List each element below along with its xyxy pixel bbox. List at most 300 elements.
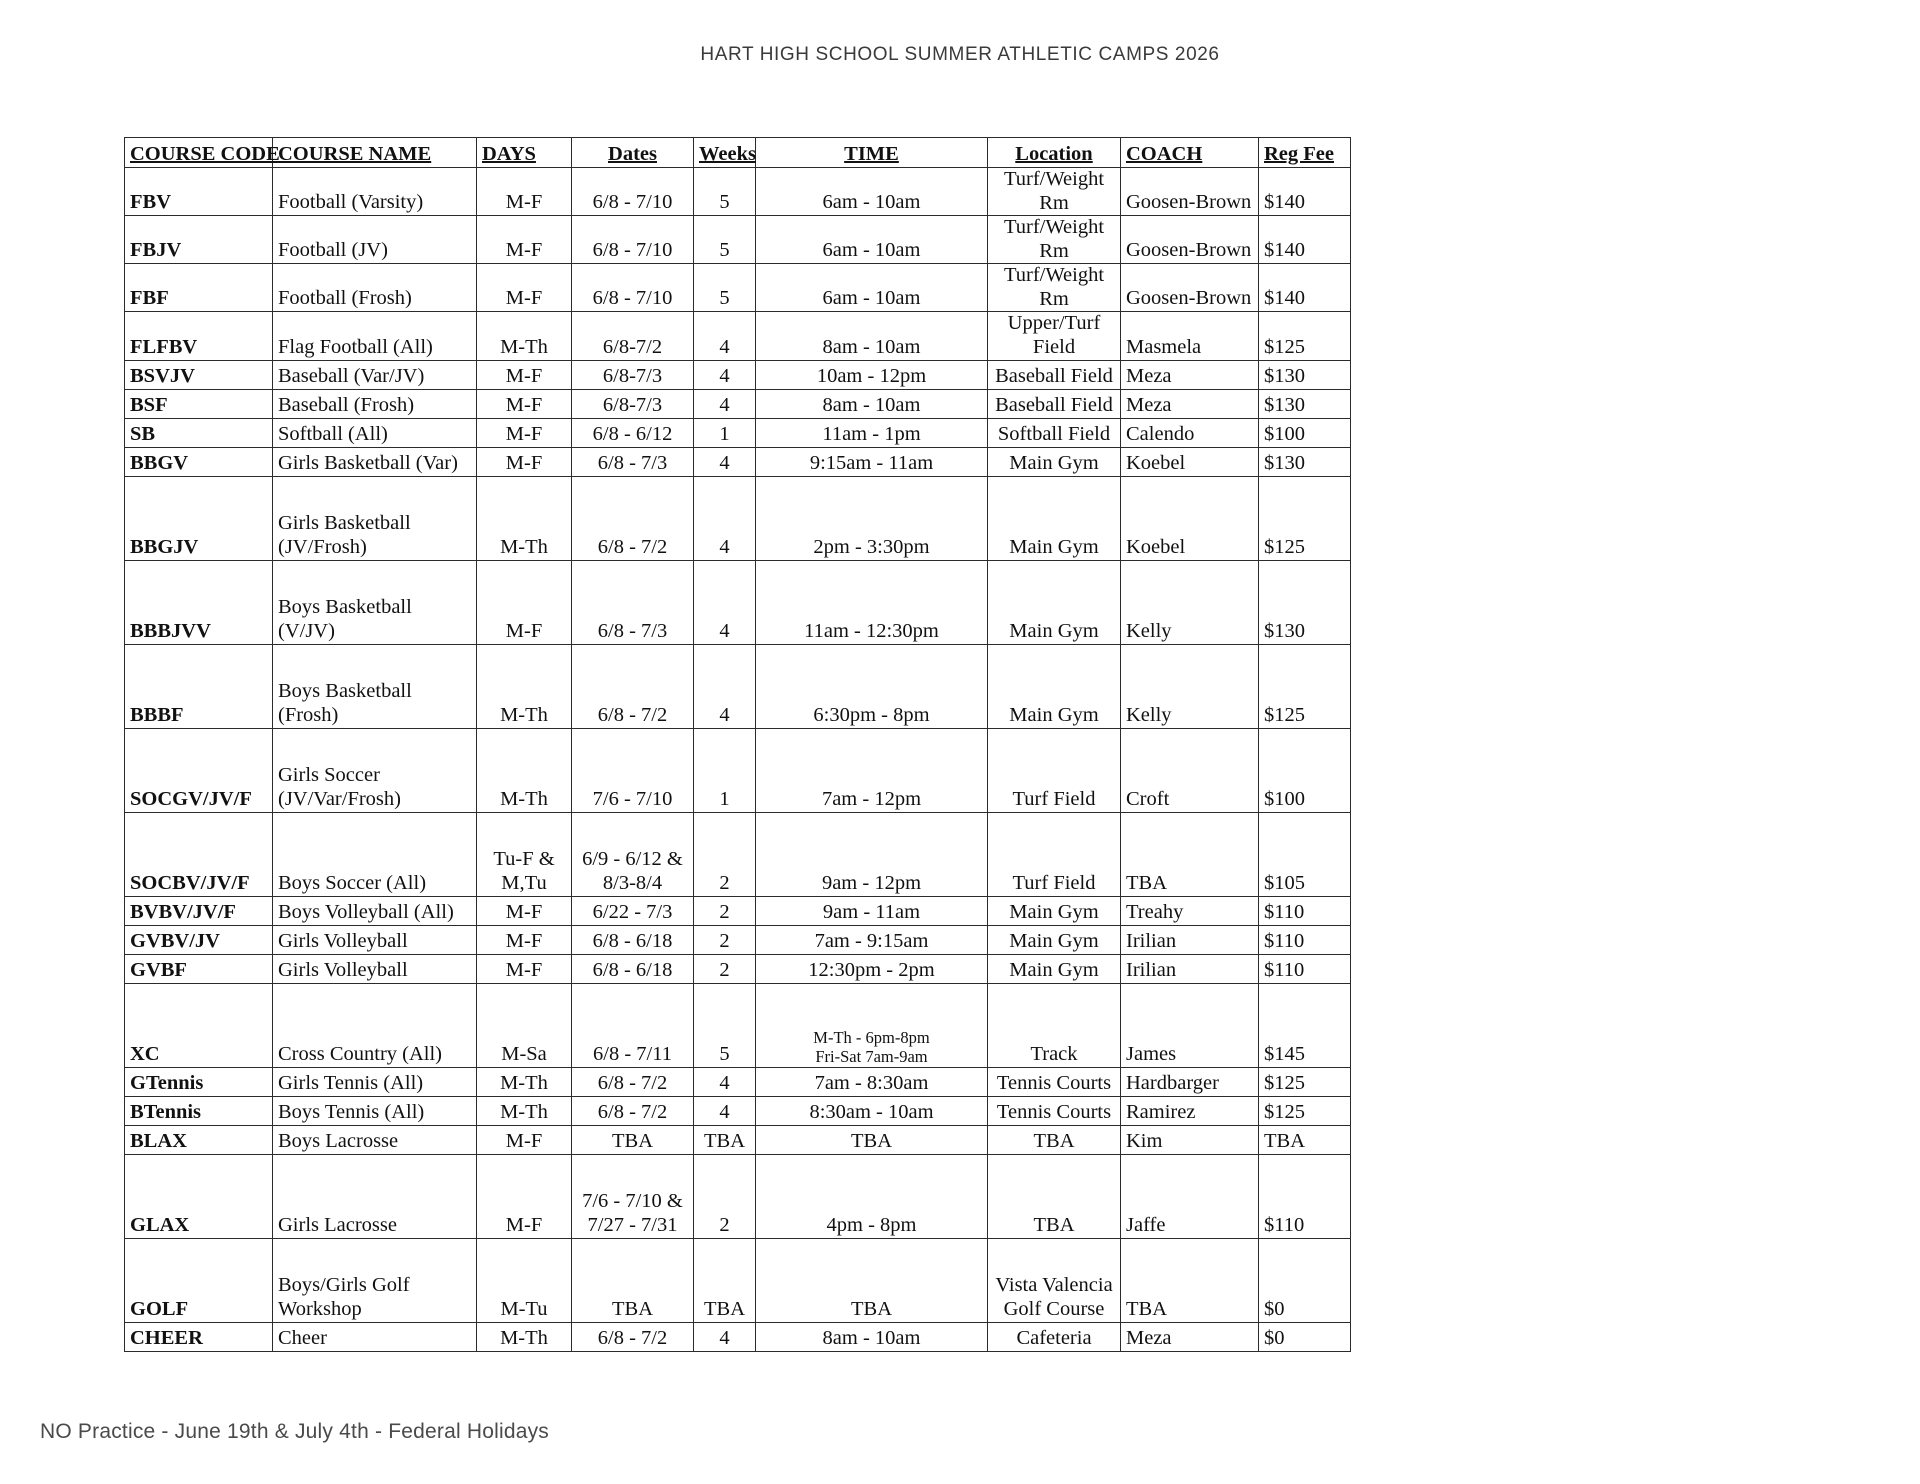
cell-line: M-Th: [500, 535, 548, 558]
cell-line: GOLF: [130, 1297, 189, 1320]
table-row: [125, 168, 1351, 216]
cell-line: M-Th - 6pm-8pm: [813, 1027, 930, 1047]
cell-line: M-Tu: [500, 1297, 548, 1320]
location-cell: [988, 1067, 1121, 1096]
weeks-cell: [694, 168, 756, 216]
cell-line: $125: [1264, 1071, 1305, 1094]
cell-line: 6:30pm - 8pm: [813, 703, 930, 726]
cell-line: M-F: [505, 958, 543, 981]
days-cell: [477, 1238, 572, 1322]
table-row: [125, 418, 1351, 447]
summer-camps-table: [124, 137, 1351, 1352]
cell-line: Tennis Courts: [996, 1071, 1112, 1094]
column-header-time: TIME: [756, 138, 988, 168]
reg-fee-cell: [1259, 1238, 1351, 1322]
weeks-cell: [694, 560, 756, 644]
cell-line: Goosen-Brown: [1126, 287, 1252, 310]
cell-line: Meza: [1126, 364, 1172, 387]
course-code-cell: [125, 896, 273, 925]
cell-line: 7/27 - 7/31: [587, 1213, 678, 1236]
time-cell: [756, 216, 988, 264]
days-cell: [477, 644, 572, 728]
cell-line: TBA: [851, 1129, 892, 1152]
weeks-cell: [694, 983, 756, 1067]
table-row: [125, 560, 1351, 644]
dates-cell: [572, 216, 694, 264]
weeks-cell: [694, 1067, 756, 1096]
cell-line: 8/3-8/4: [602, 871, 663, 894]
reg-fee-cell: [1259, 1067, 1351, 1096]
cell-line: Boys Lacrosse: [278, 1129, 399, 1152]
days-cell: [477, 476, 572, 560]
cell-line: Boys Volleyball (All): [278, 900, 454, 923]
coach-cell: [1121, 1154, 1259, 1238]
cell-line: Football (Varsity): [278, 191, 424, 214]
time-cell: [756, 925, 988, 954]
weeks-cell: [694, 925, 756, 954]
cell-line: 9:15am - 11am: [809, 451, 934, 474]
time-cell: [756, 312, 988, 360]
reg-fee-cell: [1259, 983, 1351, 1067]
cell-line: M-Th: [500, 1071, 548, 1094]
time-cell: [756, 360, 988, 389]
weeks-cell: [694, 264, 756, 312]
cell-line: Irilian: [1126, 958, 1177, 981]
cell-line: Tu-F &: [493, 847, 555, 870]
course-code-cell: [125, 728, 273, 812]
column-header-reg-fee: Reg Fee: [1259, 138, 1351, 168]
cell-line: $130: [1264, 451, 1305, 474]
cell-line: M-Th: [500, 1100, 548, 1123]
course-name-cell: [273, 389, 477, 418]
table-row: [125, 925, 1351, 954]
cell-line: $0: [1264, 1297, 1285, 1320]
dates-cell: [572, 1096, 694, 1125]
cell-line: Boys Soccer (All): [278, 871, 427, 894]
weeks-cell: [694, 447, 756, 476]
cell-line: $145: [1264, 1042, 1305, 1065]
cell-line: XC: [130, 1042, 160, 1065]
cell-line: James: [1126, 1042, 1177, 1065]
table-row: [125, 476, 1351, 560]
table-row: [125, 216, 1351, 264]
reg-fee-cell: [1259, 896, 1351, 925]
reg-fee-cell: [1259, 1154, 1351, 1238]
cell-line: TBA: [1033, 1213, 1075, 1236]
cell-line: M-F: [505, 1213, 543, 1236]
coach-cell: [1121, 728, 1259, 812]
cell-line: GVBF: [130, 958, 187, 981]
cell-line: (V/JV): [278, 619, 335, 642]
column-header-location: Location: [988, 138, 1121, 168]
course-name-cell: [273, 216, 477, 264]
cell-line: 4: [719, 1100, 730, 1123]
coach-cell: [1121, 812, 1259, 896]
course-name-cell: [273, 447, 477, 476]
cell-line: 2: [719, 900, 730, 923]
cell-line: BLAX: [130, 1129, 187, 1152]
page-title: HART HIGH SCHOOL SUMMER ATHLETIC CAMPS 2026: [700, 44, 1220, 65]
weeks-cell: [694, 476, 756, 560]
cell-line: $110: [1264, 1213, 1305, 1236]
cell-line: 1: [719, 787, 730, 810]
table-row: [125, 264, 1351, 312]
course-name-cell: [273, 560, 477, 644]
days-cell: [477, 216, 572, 264]
coach-cell: [1121, 925, 1259, 954]
days-cell: [477, 389, 572, 418]
cell-line: 2: [719, 1213, 730, 1236]
coach-cell: [1121, 1322, 1259, 1351]
dates-cell: [572, 560, 694, 644]
column-header-course-name: COURSE NAME: [273, 138, 477, 168]
location-cell: [988, 360, 1121, 389]
course-code-cell: [125, 264, 273, 312]
reg-fee-cell: [1259, 389, 1351, 418]
reg-fee-cell: [1259, 1322, 1351, 1351]
cell-line: TBA: [1033, 1129, 1075, 1152]
cell-line: 4: [719, 619, 730, 642]
coach-cell: [1121, 644, 1259, 728]
course-code-cell: [125, 1154, 273, 1238]
course-name-cell: [273, 1067, 477, 1096]
cell-line: Baseball (Var/JV): [278, 364, 425, 387]
cell-line: FBV: [130, 191, 171, 214]
time-cell: [756, 983, 988, 1067]
weeks-cell: [694, 1238, 756, 1322]
cell-line: Goosen-Brown: [1126, 191, 1252, 214]
cell-line: Fri-Sat 7am-9am: [815, 1047, 928, 1067]
cell-line: TBA: [704, 1129, 745, 1152]
cell-line: $125: [1264, 335, 1305, 358]
cell-line: TBA: [704, 1297, 745, 1320]
time-cell: [756, 728, 988, 812]
course-code-cell: [125, 389, 273, 418]
cell-line: GVBV/JV: [130, 929, 220, 952]
cell-line: 5: [719, 1042, 730, 1065]
cell-line: M-F: [505, 900, 543, 923]
dates-cell: [572, 983, 694, 1067]
dates-cell: [572, 896, 694, 925]
cell-line: $0: [1264, 1326, 1285, 1349]
weeks-cell: [694, 1125, 756, 1154]
reg-fee-cell: [1259, 728, 1351, 812]
course-name-cell: [273, 1238, 477, 1322]
column-header-coach: COACH: [1121, 138, 1259, 168]
cell-line: BBBF: [130, 703, 184, 726]
time-cell: [756, 264, 988, 312]
cell-line: 6/8 - 7/10: [592, 191, 673, 214]
cell-line: Meza: [1126, 1326, 1172, 1349]
reg-fee-cell: [1259, 418, 1351, 447]
cell-line: Girls Soccer: [278, 763, 380, 786]
weeks-cell: [694, 360, 756, 389]
cell-line: Girls Volleyball: [278, 929, 408, 952]
cell-line: $100: [1264, 787, 1305, 810]
table-row: [125, 1067, 1351, 1096]
cell-line: BBBJVV: [130, 619, 211, 642]
cell-line: (JV/Frosh): [278, 535, 367, 558]
cell-line: $125: [1264, 1100, 1305, 1123]
cell-line: FLFBV: [130, 335, 198, 358]
course-code-cell: [125, 1067, 273, 1096]
cell-line: BSF: [130, 393, 168, 416]
course-code-cell: [125, 560, 273, 644]
days-cell: [477, 1154, 572, 1238]
cell-line: M-F: [505, 287, 543, 310]
cell-line: 9am - 12pm: [821, 871, 922, 894]
cell-line: TBA: [1126, 871, 1167, 894]
cell-line: 12:30pm - 2pm: [808, 958, 935, 981]
time-cell: [756, 560, 988, 644]
cell-line: 6/22 - 7/3: [592, 900, 673, 923]
days-cell: [477, 360, 572, 389]
cell-line: 6/9 - 6/12 &: [582, 847, 683, 870]
time-cell: [756, 1096, 988, 1125]
cell-line: SOCGV/JV/F: [130, 787, 252, 810]
course-name-cell: [273, 1125, 477, 1154]
cell-line: M-F: [505, 1129, 543, 1152]
cell-line: 7/6 - 7/10 &: [582, 1189, 683, 1212]
cell-line: Softball Field: [997, 422, 1111, 445]
cell-line: Main Gym: [1009, 703, 1099, 726]
cell-line: Girls Basketball: [278, 511, 411, 534]
cell-line: 7/6 - 7/10: [592, 787, 673, 810]
cell-line: M-F: [505, 239, 543, 262]
course-name-cell: [273, 1154, 477, 1238]
cell-line: 4: [719, 393, 730, 416]
weeks-cell: [694, 644, 756, 728]
cell-line: 6/8 - 7/3: [597, 619, 668, 642]
days-cell: [477, 1096, 572, 1125]
days-cell: [477, 264, 572, 312]
cell-line: $125: [1264, 535, 1305, 558]
reg-fee-cell: [1259, 812, 1351, 896]
coach-cell: [1121, 1238, 1259, 1322]
cell-line: 6am - 10am: [822, 191, 921, 214]
cell-line: M-Th: [500, 787, 548, 810]
reg-fee-cell: [1259, 1125, 1351, 1154]
cell-line: (Frosh): [278, 703, 339, 726]
cell-line: Baseball Field: [995, 393, 1113, 416]
location-cell: [988, 954, 1121, 983]
cell-line: Cafeteria: [1016, 1326, 1092, 1349]
cell-line: BBGV: [130, 451, 189, 474]
cell-line: 4: [719, 335, 730, 358]
days-cell: [477, 812, 572, 896]
dates-cell: [572, 168, 694, 216]
cell-line: 2: [719, 958, 730, 981]
column-header-weeks: Weeks: [694, 138, 756, 168]
cell-line: Croft: [1126, 787, 1170, 810]
cell-line: $100: [1264, 422, 1305, 445]
location-cell: [988, 728, 1121, 812]
cell-line: Turf/Weight Rm: [1003, 264, 1105, 310]
reg-fee-cell: [1259, 644, 1351, 728]
table-row: [125, 1322, 1351, 1351]
course-code-cell: [125, 476, 273, 560]
cell-line: Koebel: [1126, 451, 1186, 474]
cell-line: BVBV/JV/F: [130, 900, 236, 923]
cell-line: 6am - 10am: [822, 239, 921, 262]
cell-line: M-F: [505, 422, 543, 445]
days-cell: [477, 925, 572, 954]
cell-line: 6/8 - 7/2: [597, 1071, 668, 1094]
reg-fee-cell: [1259, 925, 1351, 954]
cell-line: Goosen-Brown: [1126, 239, 1252, 262]
cell-line: Hardbarger: [1126, 1071, 1219, 1094]
cell-line: 6/8 - 7/2: [597, 1100, 668, 1123]
reg-fee-cell: [1259, 476, 1351, 560]
cell-line: $130: [1264, 364, 1305, 387]
cell-line: M,Tu: [501, 871, 547, 894]
days-cell: [477, 168, 572, 216]
cell-line: 6/8 - 6/18: [592, 958, 673, 981]
weeks-cell: [694, 728, 756, 812]
course-name-cell: [273, 925, 477, 954]
reg-fee-cell: [1259, 447, 1351, 476]
course-name-cell: [273, 1322, 477, 1351]
course-code-cell: [125, 1125, 273, 1154]
location-cell: [988, 812, 1121, 896]
course-name-cell: [273, 983, 477, 1067]
course-code-cell: [125, 644, 273, 728]
reg-fee-cell: [1259, 560, 1351, 644]
location-cell: [988, 560, 1121, 644]
course-name-cell: [273, 954, 477, 983]
cell-line: FBF: [130, 287, 169, 310]
reg-fee-cell: [1259, 168, 1351, 216]
table-row: [125, 1238, 1351, 1322]
cell-line: Turf Field: [1012, 871, 1096, 894]
location-cell: [988, 1322, 1121, 1351]
cell-line: BBGJV: [130, 535, 199, 558]
weeks-cell: [694, 216, 756, 264]
cell-line: Girls Tennis (All): [278, 1071, 424, 1094]
course-name-cell: [273, 312, 477, 360]
dates-cell: [572, 954, 694, 983]
course-name-cell: [273, 1096, 477, 1125]
cell-line: 4: [719, 703, 730, 726]
course-name-cell: [273, 418, 477, 447]
location-cell: [988, 983, 1121, 1067]
dates-cell: [572, 644, 694, 728]
cell-line: M-F: [505, 929, 543, 952]
cell-line: 8am - 10am: [822, 393, 921, 416]
time-cell: [756, 1154, 988, 1238]
table-row: [125, 1096, 1351, 1125]
cell-line: 5: [719, 239, 730, 262]
weeks-cell: [694, 812, 756, 896]
cell-line: Girls Lacrosse: [278, 1213, 397, 1236]
time-cell: [756, 1238, 988, 1322]
time-cell: [756, 896, 988, 925]
coach-cell: [1121, 1125, 1259, 1154]
cell-line: Turf Field: [1012, 787, 1096, 810]
location-cell: [988, 896, 1121, 925]
cell-line: Main Gym: [1009, 619, 1099, 642]
cell-line: M-F: [505, 393, 543, 416]
cell-line: Upper/Turf Field: [1007, 312, 1101, 358]
cell-line: Kelly: [1126, 703, 1172, 726]
course-name-cell: [273, 264, 477, 312]
course-code-cell: [125, 418, 273, 447]
coach-cell: [1121, 216, 1259, 264]
weeks-cell: [694, 954, 756, 983]
cell-line: 6/8-7/3: [602, 393, 663, 416]
cell-line: $110: [1264, 958, 1305, 981]
cell-line: 8am - 10am: [822, 335, 921, 358]
cell-line: Koebel: [1126, 535, 1186, 558]
cell-line: 6/8 - 7/2: [597, 703, 668, 726]
cell-line: Ramirez: [1126, 1100, 1196, 1123]
cell-line: Irilian: [1126, 929, 1177, 952]
weeks-cell: [694, 418, 756, 447]
cell-line: Kelly: [1126, 619, 1172, 642]
weeks-cell: [694, 389, 756, 418]
cell-line: Softball (All): [278, 422, 388, 445]
table-row: [125, 447, 1351, 476]
cell-line: Baseball Field: [995, 364, 1113, 387]
table-row: [125, 983, 1351, 1067]
cell-line: Boys/Girls Golf: [278, 1273, 410, 1296]
coach-cell: [1121, 896, 1259, 925]
course-name-cell: [273, 168, 477, 216]
cell-line: 10am - 12pm: [816, 364, 927, 387]
cell-line: TBA: [851, 1297, 892, 1320]
cell-line: $140: [1264, 191, 1305, 214]
dates-cell: [572, 476, 694, 560]
cell-line: Tennis Courts: [996, 1100, 1112, 1123]
reg-fee-cell: [1259, 216, 1351, 264]
cell-line: 11am - 1pm: [822, 422, 921, 445]
table-row: [125, 896, 1351, 925]
cell-line: 5: [719, 287, 730, 310]
days-cell: [477, 954, 572, 983]
table-body: [125, 168, 1351, 1352]
dates-cell: [572, 418, 694, 447]
coach-cell: [1121, 1096, 1259, 1125]
dates-cell: [572, 312, 694, 360]
holiday-notice: NO Practice - June 19th & July 4th - Federal Holidays: [40, 1420, 549, 1443]
cell-line: 2: [719, 871, 730, 894]
cell-line: Turf/Weight Rm: [1003, 168, 1105, 214]
cell-line: 6/8 - 7/10: [592, 287, 673, 310]
dates-cell: [572, 925, 694, 954]
cell-line: Treahy: [1126, 900, 1184, 923]
cell-line: 6/8 - 6/12: [592, 422, 673, 445]
location-cell: [988, 264, 1121, 312]
cell-line: 8am - 10am: [822, 1326, 921, 1349]
cell-line: 2pm - 3:30pm: [813, 535, 930, 558]
cell-line: 6/8 - 7/11: [593, 1042, 672, 1065]
course-code-cell: [125, 1322, 273, 1351]
weeks-cell: [694, 896, 756, 925]
camps-table-container: [124, 137, 1334, 1352]
dates-cell: [572, 1322, 694, 1351]
time-cell: [756, 1322, 988, 1351]
cell-line: 4: [719, 364, 730, 387]
cell-line: Workshop: [278, 1297, 362, 1320]
header-row: [125, 138, 1351, 168]
coach-cell: [1121, 447, 1259, 476]
location-cell: [988, 644, 1121, 728]
coach-cell: [1121, 983, 1259, 1067]
cell-line: GTennis: [130, 1071, 204, 1094]
time-cell: [756, 418, 988, 447]
cell-line: 6/8 - 6/18: [592, 929, 673, 952]
table-row: [125, 1154, 1351, 1238]
